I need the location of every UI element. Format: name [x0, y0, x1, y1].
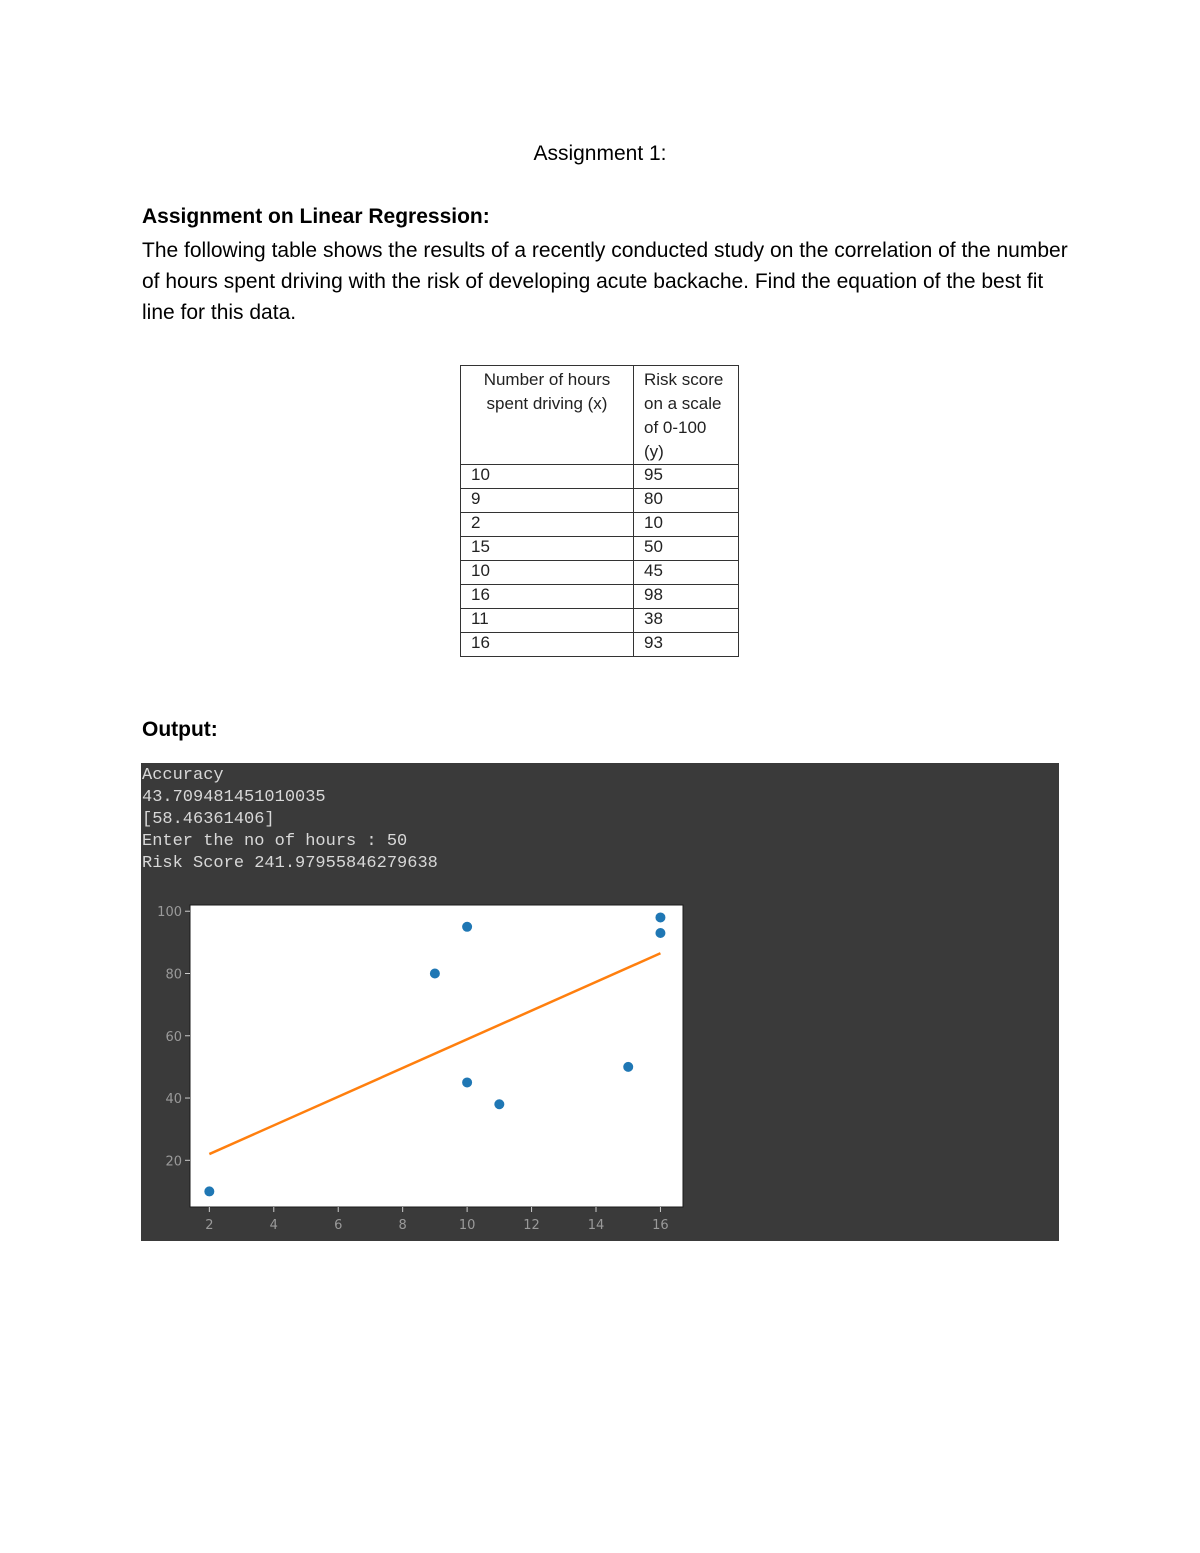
- console-line: [58.46361406]: [142, 810, 275, 829]
- x-tick-label: 12: [523, 1218, 540, 1233]
- x-tick-label: 2: [205, 1218, 214, 1233]
- x-tick-label: 16: [652, 1218, 669, 1233]
- y-tick-label: 40: [165, 1092, 182, 1108]
- x-tick-label: 10: [458, 1218, 476, 1233]
- plot-area: [190, 905, 683, 1207]
- data-point: [655, 912, 665, 922]
- output-label: Output:: [142, 718, 218, 741]
- table-header-row: [461, 366, 739, 465]
- data-point: [623, 1062, 633, 1072]
- data-table: [460, 365, 739, 657]
- table-row: [461, 465, 739, 489]
- cell-hours: 11: [461, 609, 634, 633]
- table-row: [461, 537, 739, 561]
- problem-description: The following table shows the results of a recently conducted study on the correlation of the number of hours spent driving with the risk of developing acute backache. Find the equation of the best fit line for this data.: [142, 239, 1068, 324]
- table-row: [461, 513, 739, 537]
- data-point: [430, 968, 440, 978]
- x-tick-label: 4: [269, 1218, 278, 1233]
- x-tick-label: 14: [587, 1218, 605, 1233]
- table-row: [461, 585, 739, 609]
- y-tick-label: 80: [165, 967, 182, 983]
- y-tick-label: 100: [157, 905, 182, 921]
- cell-hours: 9: [461, 489, 634, 513]
- cell-risk: 50: [634, 537, 739, 561]
- page-title: Assignment 1:: [533, 142, 667, 165]
- data-point: [462, 922, 472, 932]
- cell-risk: 98: [634, 585, 739, 609]
- cell-risk: 10: [634, 513, 739, 537]
- cell-risk: 80: [634, 489, 739, 513]
- console-line: Accuracy: [142, 766, 224, 785]
- cell-hours: 10: [461, 465, 634, 489]
- cell-risk: 38: [634, 609, 739, 633]
- data-point: [462, 1077, 472, 1087]
- console-output-panel: [141, 763, 1059, 1241]
- console-line: 43.709481451010035: [142, 788, 326, 807]
- table-row: [461, 609, 739, 633]
- console-line: Enter the no of hours : 50: [142, 832, 408, 851]
- scatter-plot: [141, 763, 1059, 1241]
- x-tick-label: 8: [398, 1218, 407, 1233]
- cell-risk: 95: [634, 465, 739, 489]
- cell-risk: 45: [634, 561, 739, 585]
- column-header-hours: Number of hours spent driving (x): [461, 366, 634, 465]
- cell-hours: 2: [461, 513, 634, 537]
- table-row: [461, 633, 739, 657]
- x-tick-label: 6: [334, 1218, 343, 1233]
- data-point: [494, 1099, 504, 1109]
- cell-hours: 16: [461, 633, 634, 657]
- assignment-heading: Assignment on Linear Regression:: [142, 205, 490, 228]
- console-line: Risk Score 241.97955846279638: [142, 854, 438, 873]
- cell-risk: 93: [634, 633, 739, 657]
- cell-hours: 16: [461, 585, 634, 609]
- table-row: [461, 489, 739, 513]
- table-row: [461, 561, 739, 585]
- data-point: [204, 1186, 214, 1196]
- cell-hours: 15: [461, 537, 634, 561]
- data-point: [655, 928, 665, 938]
- cell-hours: 10: [461, 561, 634, 585]
- y-tick-label: 60: [165, 1029, 182, 1045]
- y-tick-label: 20: [165, 1154, 182, 1170]
- column-header-risk: Risk score on a scale of 0-100 (y): [634, 366, 739, 465]
